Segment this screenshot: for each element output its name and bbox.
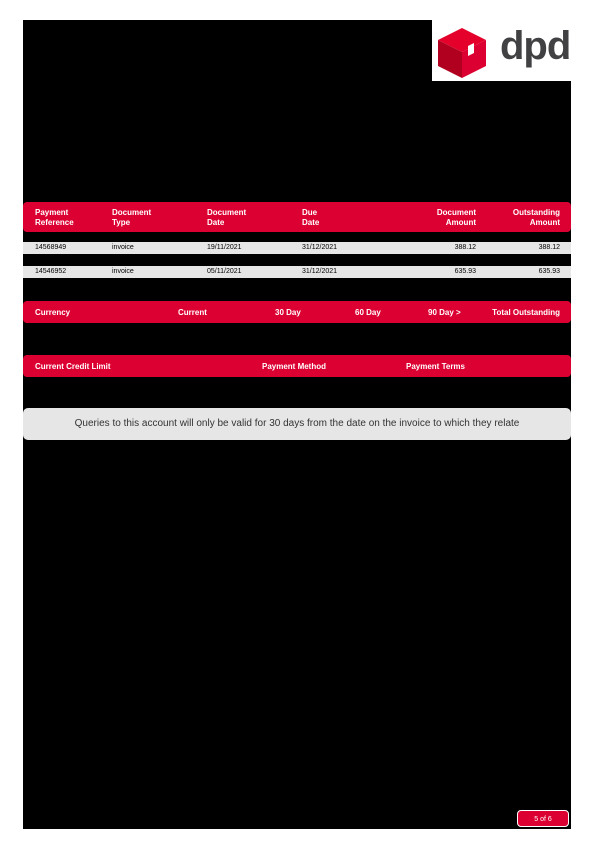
dpd-logo [432, 20, 571, 81]
cell-outstanding-amount: 635.93 [538, 268, 560, 275]
aging-total-label: Total Outstanding [492, 308, 560, 317]
cell-payment-reference: 14546952 [35, 268, 67, 275]
header-outstanding-amount: Outstanding Amount [512, 208, 560, 227]
page-indicator: 5 of 6 [517, 810, 569, 827]
cell-document-amount: 635.93 [454, 268, 476, 275]
aging-header [23, 301, 571, 323]
dpd-cube-icon [432, 20, 492, 81]
transactions-header [23, 202, 571, 232]
header-document-amount: Document Amount [436, 208, 476, 227]
cell-document-amount: 388.12 [454, 244, 476, 251]
cell-document-type: invoice [112, 268, 134, 275]
cell-outstanding-amount: 388.12 [538, 244, 560, 251]
header-payment-reference: Payment Reference [35, 208, 74, 227]
cell-due-date: 31/12/2021 [302, 268, 338, 275]
header-document-date: Document Date [207, 208, 247, 227]
cell-due-date: 31/12/2021 [302, 244, 338, 251]
table-row [23, 266, 571, 278]
table-row [23, 242, 571, 254]
cell-document-date: 19/11/2021 [207, 244, 242, 251]
dpd-wordmark: dpd [500, 24, 571, 68]
cell-document-type: invoice [112, 244, 134, 251]
payment-terms-label: Payment Terms [406, 362, 465, 371]
aging-90-day-label: 90 Day > [428, 308, 461, 317]
cell-payment-reference: 14568949 [35, 244, 67, 251]
header-due-date: Due Date [302, 208, 320, 227]
aging-current-label: Current [178, 308, 207, 317]
header-document-type: Document Type [112, 208, 152, 227]
aging-30-day-label: 30 Day [275, 308, 301, 317]
aging-currency-label: Currency [35, 308, 71, 317]
payment-method-label: Payment Method [262, 362, 327, 371]
aging-60-day-label: 60 Day [355, 308, 381, 317]
credit-header [23, 355, 571, 377]
cell-document-date: 05/11/2021 [207, 268, 242, 275]
credit-limit-label: Current Credit Limit [35, 362, 111, 371]
queries-notice: Queries to this account will only be valid for 30 days from the date on the invoice to which they relate [23, 408, 571, 440]
